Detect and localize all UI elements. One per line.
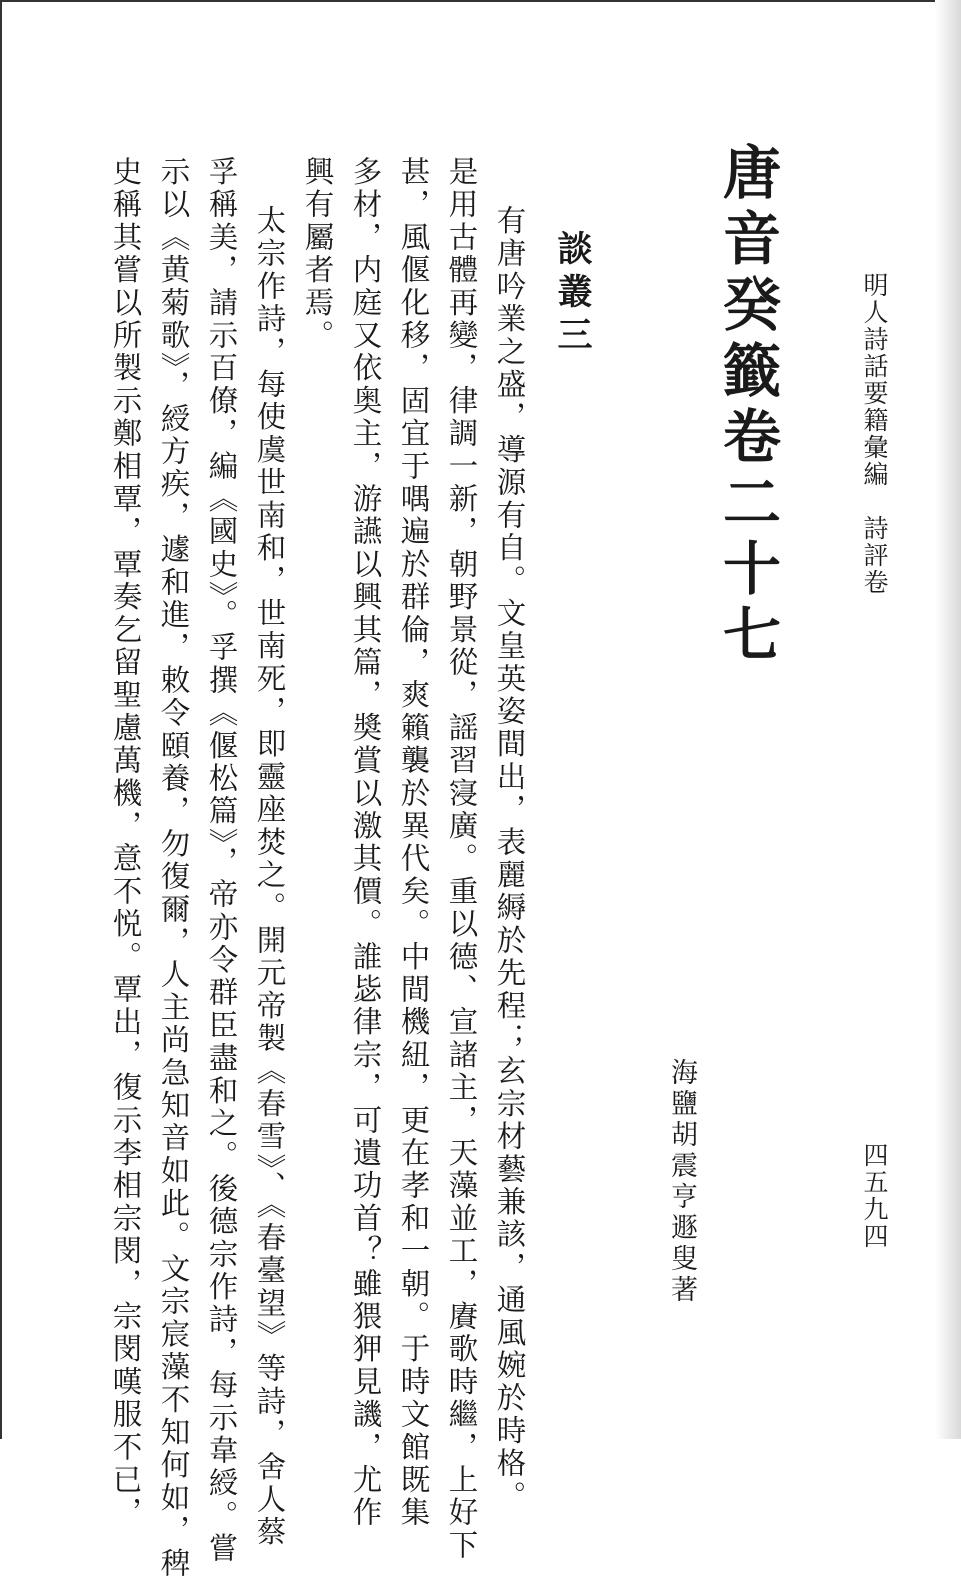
book-title: 唐音癸籤卷二十七 xyxy=(713,142,781,670)
page-number: 四五九四 xyxy=(860,1142,889,1250)
body-column-1: 有唐吟業之盛，導源有自。文皇英姿間出，表麗縟於先程；玄宗材藝兼該，通風婉於時格。 xyxy=(492,205,527,1513)
running-head: 明人詩話要籍彙編 詩評卷 xyxy=(860,272,889,596)
body-column-6: 太宗作詩，每使虞世南和，世南死，即靈座焚之。開元帝製《春雪》、《春臺望》等詩，舍人蔡 xyxy=(252,205,287,1549)
scan-border-top xyxy=(0,0,961,2)
section-title: 談叢三 xyxy=(552,230,593,359)
body-column-9: 史稱其嘗以所製示鄭相覃，覃奏乞留聖慮萬機，意不悦。覃出，復示李相宗閔，宗閔嘆服不已， xyxy=(108,156,143,1530)
body-column-8: 示以《黄菊歌》，綬方疾，遽和進，敕令頤養，勿復爾，人主尚急知音如此。文宗宸藻不知何如，稗 xyxy=(156,156,191,1580)
scan-page-edge xyxy=(935,0,961,1439)
author-line: 海鹽胡震亨遯叟著 xyxy=(666,1058,697,1306)
body-column-3: 甚，風偃化移，固宜于喁遍於群倫，爽籟襲於異代矣。中間機紐，更在孝和一朝。于時文館既集 xyxy=(396,156,431,1530)
body-column-2: 是用古體再變，律調一新，朝野景從，謡習寖廣。重以德、宣諸主，天藻並工，賡歌時繼，上好下 xyxy=(444,156,479,1563)
scan-border-left xyxy=(0,0,2,1439)
body-column-7: 孚稱美，請示百僚，編《國史》。孚撰《偃松篇》，帝亦令群臣盡和之。後德宗作詩，每示韋綬。嘗 xyxy=(204,156,239,1566)
body-column-5: 興有屬者焉。 xyxy=(300,156,335,353)
body-column-4: 多材，内庭又依奥主，游讌以興其篇，奬賞以激其價。誰毖律宗，可遺功首？雖猥狎見譏，尤作 xyxy=(348,156,383,1530)
